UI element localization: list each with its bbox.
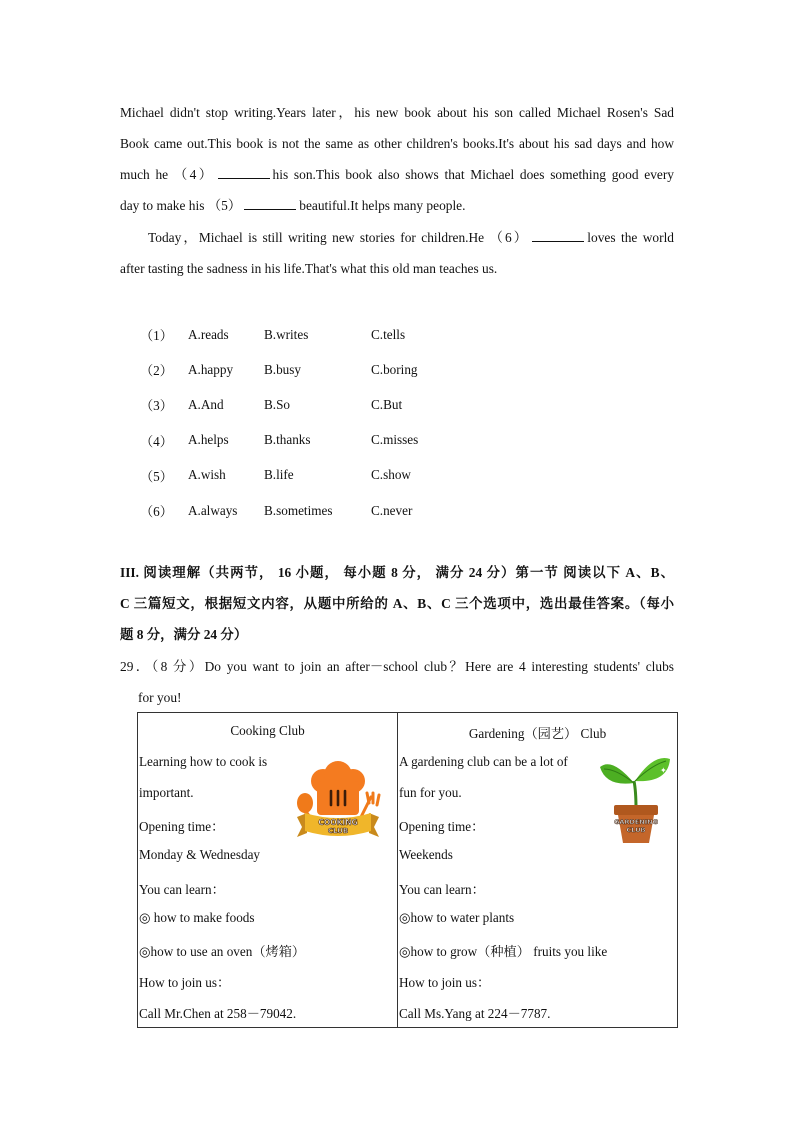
option-c[interactable]: C.boring <box>371 361 418 377</box>
opening-time-label: Opening time： <box>139 819 225 834</box>
question-number: （1） <box>140 328 173 344</box>
cooking-club-logo-icon <box>293 759 383 841</box>
option-row <box>140 317 451 352</box>
opening-time-value: Monday & Wednesday <box>139 847 261 862</box>
passage-line <box>120 159 674 190</box>
answer-blank-4[interactable] <box>218 166 270 179</box>
option-b[interactable]: B.life <box>264 467 294 483</box>
learn-label: You can learn： <box>399 882 485 897</box>
passage-text: much he （4） <box>120 167 215 182</box>
section-heading-text: III. 阅读理解（共两节， 16 小题， 每小题 8 分， 满分 24 分）第一节 阅读以下 A、B、 <box>120 565 674 580</box>
option-c[interactable]: C.But <box>371 396 403 412</box>
passage-line <box>120 253 674 284</box>
options-body <box>140 317 451 528</box>
question-29-line <box>120 651 674 682</box>
option-c[interactable]: C.misses <box>371 432 419 448</box>
option-b[interactable]: B.So <box>264 396 291 412</box>
answer-blank-6[interactable] <box>532 229 584 242</box>
cooking-club-cell <box>138 713 398 1027</box>
learn-item: ◎how to grow（种植） fruits you like <box>399 944 608 959</box>
question-number: （3） <box>140 398 173 414</box>
passage-line <box>120 128 674 159</box>
learn-label: You can learn： <box>139 882 225 897</box>
option-row <box>140 423 451 458</box>
logo-text: CLUB <box>327 827 349 835</box>
section-heading-text: C 三篇短文，根据短文内容，从题中所给的 A、B、C 三个选项中，选出最佳答案。（每小 <box>120 596 674 611</box>
passage-text: after tasting the sadness in his life.That's what this old man teaches us. <box>120 261 498 276</box>
passage-line <box>120 97 674 128</box>
passage-text: Michael didn't stop writing.Years later，his new book about his son called Michael Rosen's Sad <box>120 105 674 120</box>
question-text: for you! <box>138 690 182 705</box>
option-row <box>140 458 451 493</box>
passage-text: Today，Michael is still writing new stories for children.He （6） <box>148 230 530 245</box>
learn-item: ◎how to water plants <box>399 910 515 925</box>
answer-blank-5[interactable] <box>244 197 296 210</box>
club-description: Learning how to cook is <box>139 754 268 769</box>
option-b[interactable]: B.sometimes <box>264 502 333 518</box>
option-a[interactable]: A.reads <box>188 326 229 342</box>
option-a[interactable]: A.always <box>188 502 238 518</box>
question-number: （4） <box>140 433 173 449</box>
option-c[interactable]: C.never <box>371 502 413 518</box>
passage-text: Book came out.This book is not the same as other children's books.It's about his sad days and how <box>120 136 674 151</box>
passage-text: his son.This book also shows that Michael does something good every <box>272 167 674 182</box>
svg-text:✦: ✦ <box>660 766 667 775</box>
section-heading-text: 题 8 分，满分 24 分） <box>120 627 248 642</box>
option-b[interactable]: B.thanks <box>264 432 311 448</box>
passage-line <box>120 222 674 253</box>
option-b[interactable]: B.writes <box>264 326 309 342</box>
question-number: （5） <box>140 468 173 484</box>
club-description: A gardening club can be a lot of <box>399 754 568 769</box>
options-table <box>140 317 451 528</box>
option-c[interactable]: C.tells <box>371 326 406 342</box>
gardening-club-cell <box>398 713 677 1027</box>
passage-text: beautiful.It helps many people. <box>299 198 466 213</box>
passage-line <box>120 190 674 221</box>
join-label: How to join us： <box>139 975 231 990</box>
option-a[interactable]: A.wish <box>188 467 226 483</box>
logo-text: CLUB <box>626 826 646 834</box>
option-a[interactable]: A.And <box>188 396 224 412</box>
clubs-table <box>137 712 678 1028</box>
passage-text: loves the world <box>587 230 675 245</box>
club-title: Cooking Club <box>230 723 305 738</box>
option-a[interactable]: A.helps <box>188 432 229 448</box>
option-b[interactable]: B.busy <box>264 361 302 377</box>
logo-text: GARDENING <box>614 818 658 826</box>
club-title: Gardening（园艺） Club <box>468 726 607 741</box>
question-number: （2） <box>140 363 173 379</box>
question-number: （6） <box>140 504 173 520</box>
question-29-line <box>138 682 692 713</box>
join-contact: Call Mr.Chen at 258－79042. <box>139 1006 297 1021</box>
option-a[interactable]: A.happy <box>188 361 234 377</box>
learn-item: ◎how to use an oven（烤箱） <box>139 944 306 959</box>
section-heading <box>120 557 674 588</box>
option-c[interactable]: C.show <box>371 467 411 483</box>
logo-text: COOKING <box>318 818 358 827</box>
question-text: 29．（8 分）Do you want to join an after－school club？Here are 4 interesting students' clubs <box>120 659 674 674</box>
opening-time-value: Weekends <box>399 847 453 862</box>
gardening-club-logo-icon <box>598 751 674 845</box>
option-row <box>140 493 451 528</box>
learn-item: ◎ how to make foods <box>139 910 255 925</box>
option-row <box>140 352 451 387</box>
option-row <box>140 387 451 422</box>
join-contact: Call Ms.Yang at 224－7787. <box>399 1006 551 1021</box>
opening-time-label: Opening time： <box>399 819 485 834</box>
section-heading <box>120 619 674 650</box>
join-label: How to join us： <box>399 975 491 990</box>
passage-text: day to make his （5） <box>120 198 242 213</box>
section-heading <box>120 588 674 619</box>
club-description: fun for you. <box>399 785 462 800</box>
club-description: important. <box>139 785 194 800</box>
